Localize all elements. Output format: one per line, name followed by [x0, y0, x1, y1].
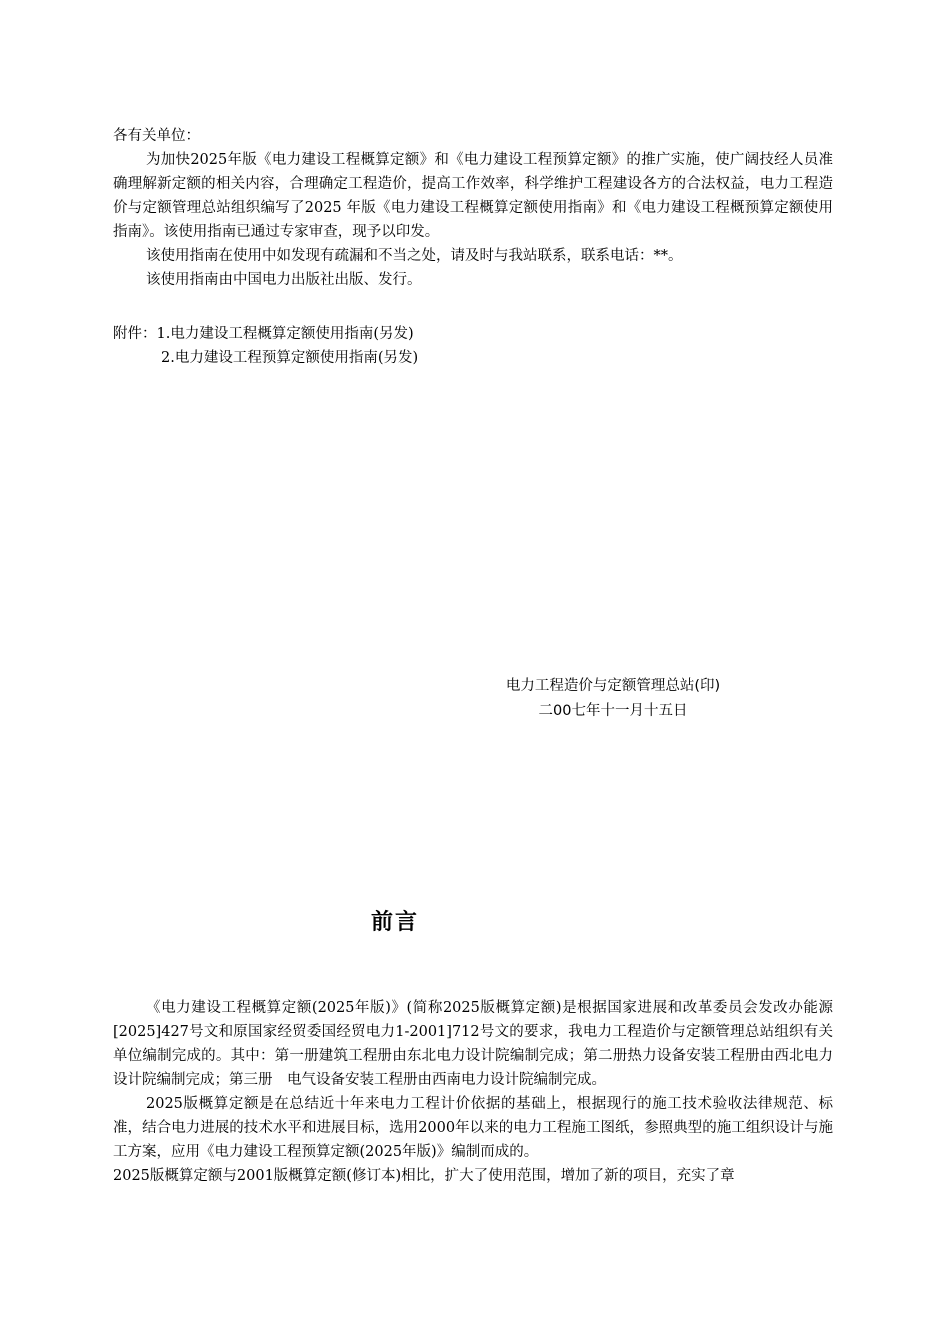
letter-paragraph: 该使用指南由中国电力出版社出版、发行。: [146, 272, 422, 288]
letter-paragraph: 该使用指南在使用中如发现有疏漏和不当之处，请及时与我站联系，联系电话：**。: [146, 248, 683, 264]
letter-body: [113, 148, 833, 292]
preface-heading: 前言: [370, 910, 419, 935]
preface-paragraph: 《电力建设工程概算定额(2025年版)》(简称2025版概算定额)是根据国家进展和改革委员会发改办能源[2025]427号文和原国家经贸委国经贸电力1-2001]712号文的要求，我电力工程造价与定额管理总站组织有关单位编制完成的。其中：第一册建筑工程册由东北电力设计院编制完成；第二册热力设备安装工程册由西北电力设计院编制完成；第三册 电气设备安装工程册由西南电力设计院编制完成。: [113, 1000, 833, 1088]
attachment-item: 2.电力建设工程预算定额使用指南(另发): [161, 350, 419, 366]
letter-salutation: [113, 124, 833, 148]
letter-paragraph: 为加快2025年版《电力建设工程概算定额》和《电力建设工程预算定额》的推广实施，使广阔技经人员准确理解新定额的相关内容，合理确定工程造价，提高工作效率，科学维护工程建设各方的合法权益，电力工程造价与定额管理总站组织编写了2025 年版《电力建设工程概算定额使用指南》和《电力建设工程概预算定额使用指南》。该使用指南已通过专家审查，现予以印发。: [113, 152, 833, 240]
attachments-list: [113, 322, 833, 370]
preface-paragraph: 2025版概算定额与2001版概算定额(修订本)相比，扩大了使用范围，增加了新的项目，充实了章: [113, 1168, 735, 1184]
attachment-item: 附件：1.电力建设工程概算定额使用指南(另发): [113, 326, 414, 342]
signature-organization: 电力工程造价与定额管理总站(印): [505, 678, 721, 694]
preface-paragraph: 2025版概算定额是在总结近十年来电力工程计价依据的基础上，根据现行的施工技术验收法律规范、标准，结合电力进展的技术水平和进展目标，选用2000年以来的电力工程施工图纸，参照典型的施工组织设计与施工方案，应用《电力建设工程预算定额(2025年版)》编制而成的。: [113, 1096, 833, 1160]
signature-date: 二00七年十一月十五日: [538, 703, 688, 719]
salutation-text: 各有关单位：: [113, 128, 200, 144]
signature-block: [443, 674, 783, 724]
preface-body: [113, 996, 833, 1188]
